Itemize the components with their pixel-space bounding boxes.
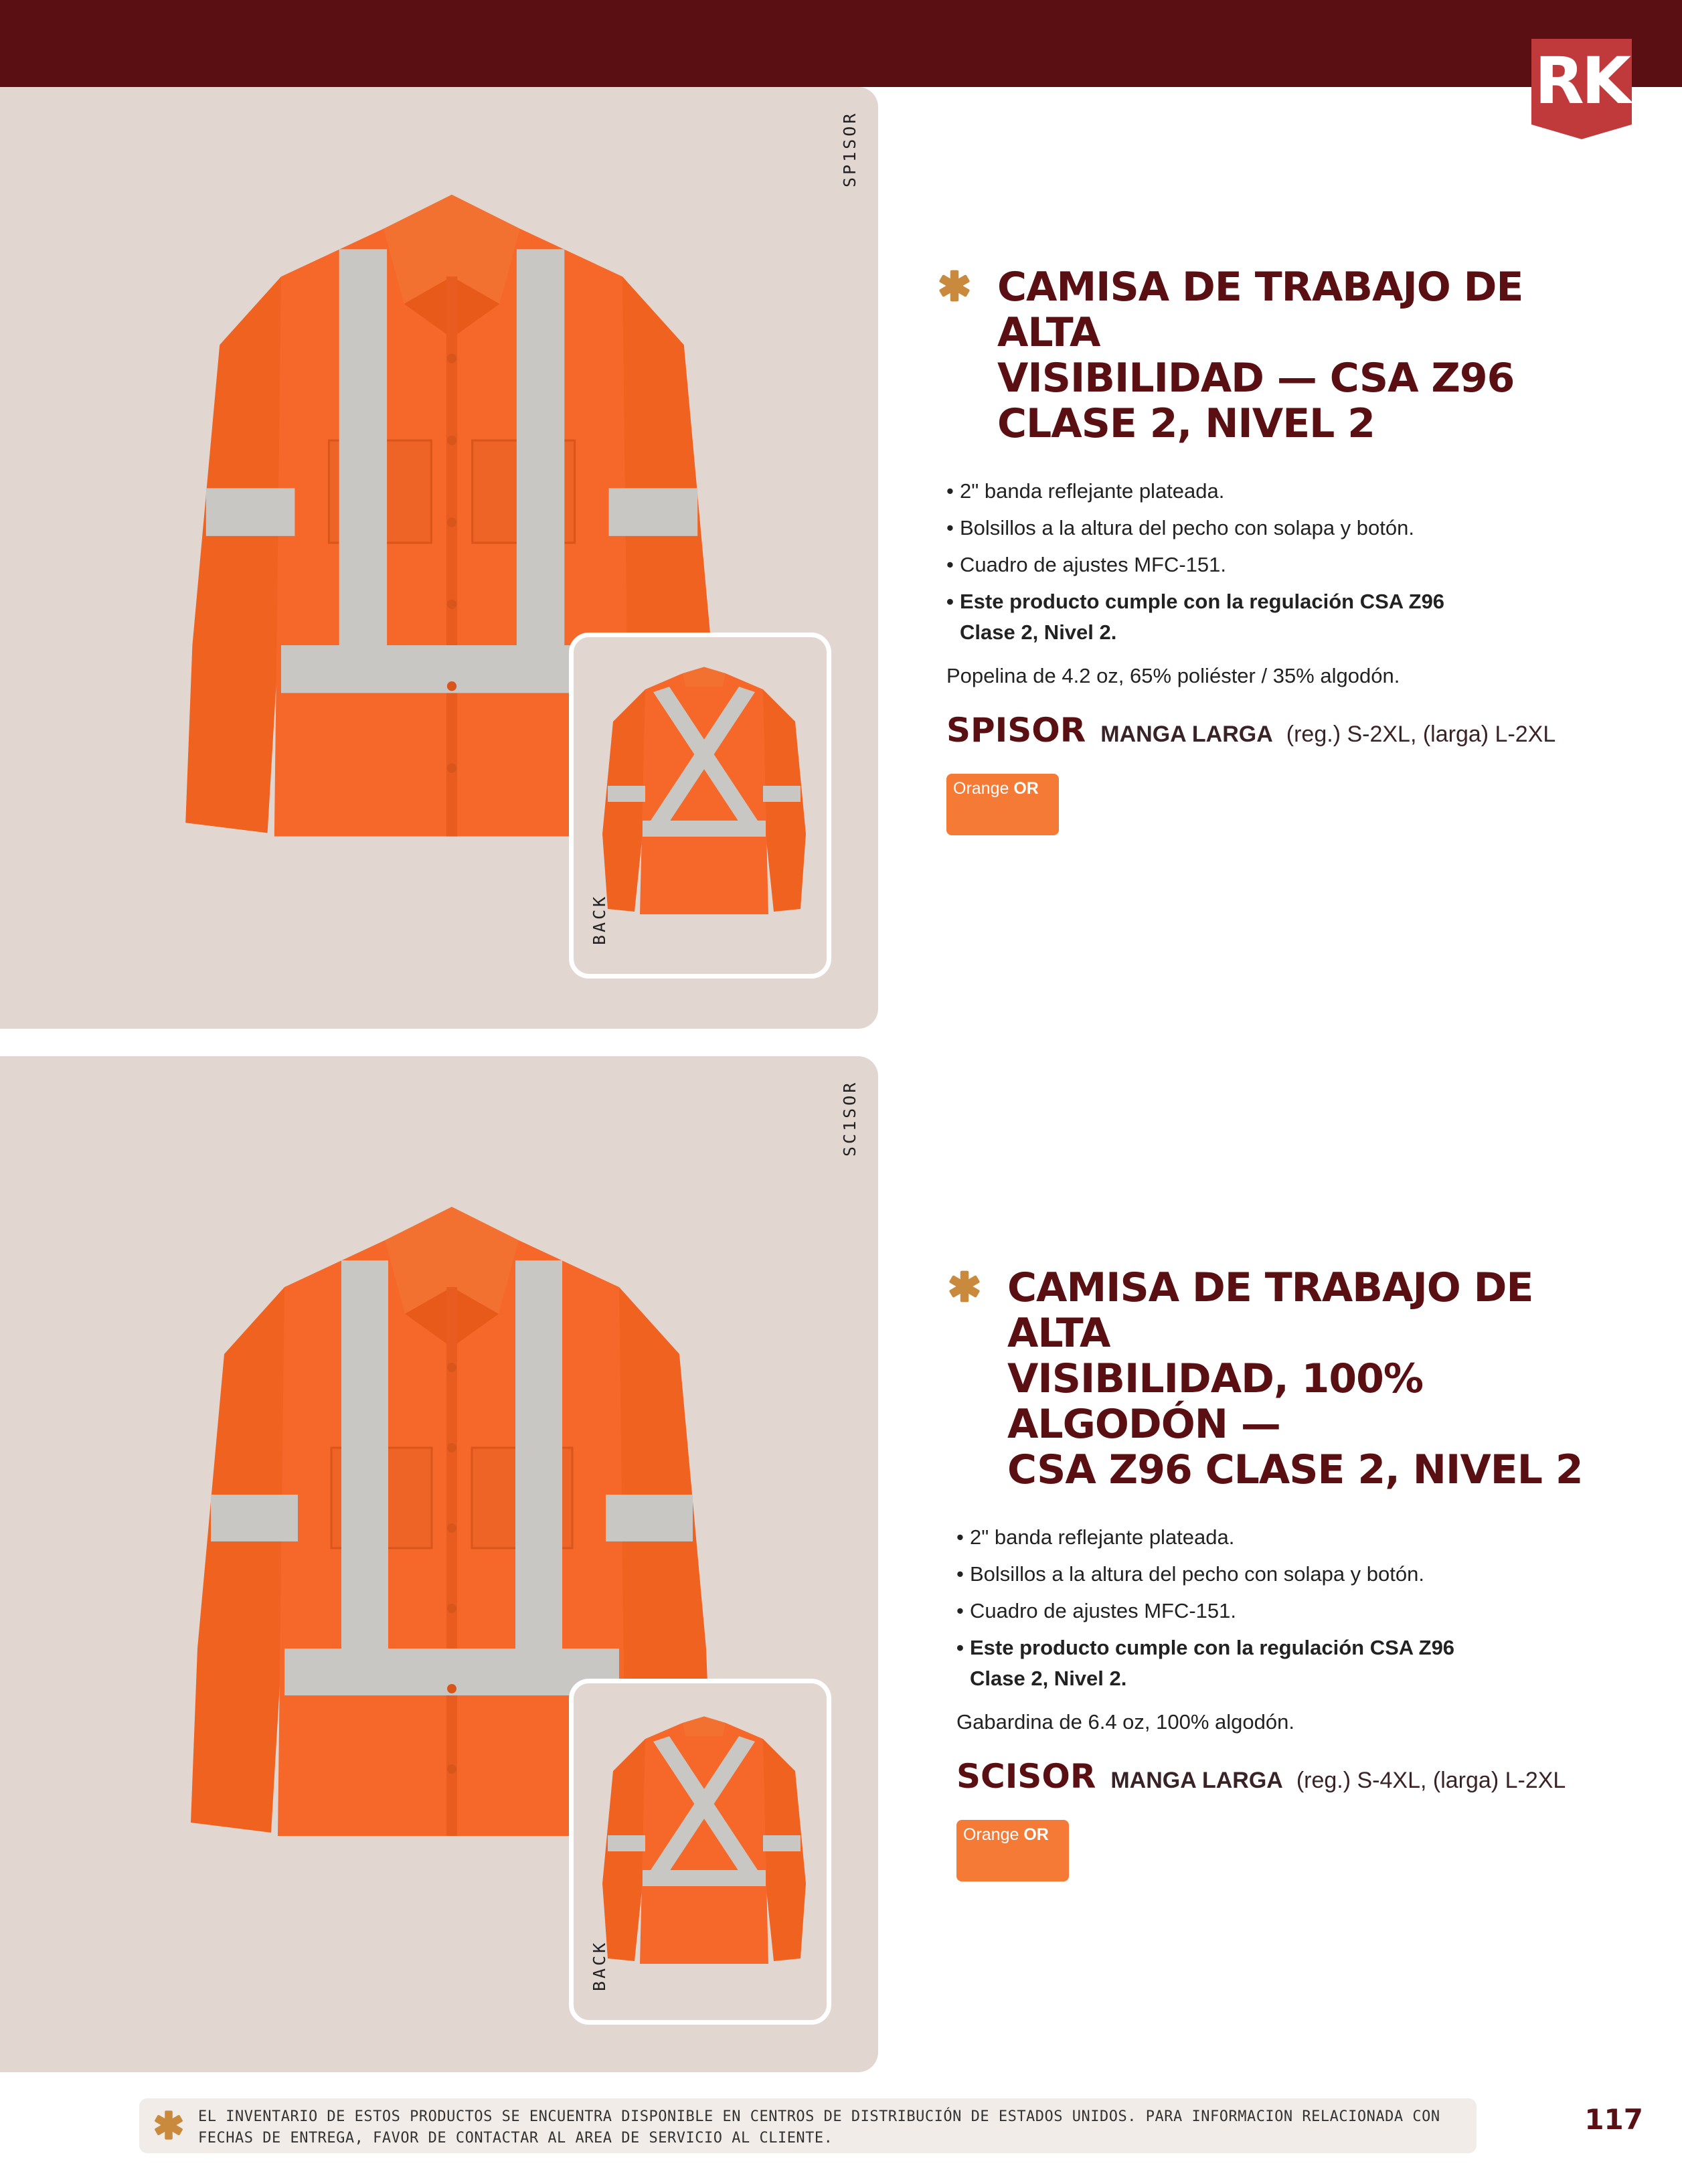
style-code: SCISOR [956, 1757, 1096, 1796]
sleeve-type: MANGA LARGA [1100, 722, 1273, 747]
product-photo-panel-1 [0, 87, 878, 1029]
title-line: VISIBILIDAD — CSA Z96 [997, 355, 1515, 402]
product-title-row [937, 264, 1633, 446]
shirt-back-inset [569, 633, 831, 979]
back-label: BACK [590, 1940, 609, 1991]
fabric-description: Gabardina de 6.4 oz, 100% algodón. [956, 1710, 1294, 1734]
style-code: SPISOR [946, 711, 1086, 750]
swatch-code: OR [1023, 1825, 1049, 1844]
product-info-1 [937, 264, 1633, 835]
size-range: (reg.) S-2XL, (larga) L-2XL [1286, 722, 1556, 747]
compliance-item [946, 586, 1633, 648]
asterisk-icon [153, 2109, 185, 2141]
product-title-row [947, 1265, 1643, 1493]
feature-item: • 2" banda reflejante plateada. [946, 476, 1633, 507]
feature-item: • Cuadro de ajustes MFC-151. [956, 1596, 1643, 1626]
size-range: (reg.) S-4XL, (larga) L-2XL [1296, 1768, 1566, 1793]
inventory-note [139, 2098, 1477, 2153]
title-line: CSA Z96 CLASE 2, NIVEL 2 [1007, 1446, 1583, 1493]
back-label: BACK [590, 894, 609, 945]
title-line: CAMISA DE TRABAJO DE ALTA [997, 264, 1523, 356]
color-swatch [946, 774, 1059, 835]
compliance-line: Clase 2, Nivel 2. [960, 620, 1117, 644]
product-title [997, 264, 1633, 446]
style-row [956, 1757, 1643, 1796]
product-title [1007, 1265, 1643, 1493]
feature-item: • Bolsillos a la altura del pecho con solapa y botón. [946, 513, 1633, 543]
note-line: EL INVENTARIO DE ESTOS PRODUCTOS SE ENCUENTRA DISPONIBLE EN CENTROS DE DISTRIBUCIÓN DE ESTADOS UNIDOS. PARA INFORMACION RELACIONADA CON [198, 2108, 1440, 2125]
shirt-back-image [597, 651, 811, 932]
fabric-description: Popelina de 4.2 oz, 65% poliéster / 35% algodón. [946, 664, 1400, 687]
rk-logo [1531, 39, 1632, 139]
product-info-2 [947, 1265, 1643, 1881]
feature-item: • Cuadro de ajustes MFC-151. [946, 550, 1633, 580]
compliance-item [956, 1632, 1643, 1694]
swatch-code: OR [1013, 779, 1039, 798]
asterisk-icon [947, 1269, 982, 1304]
compliance-line: Este producto cumple con la regulación CSA Z96 [970, 1636, 1455, 1659]
inventory-note-text [198, 2106, 1456, 2149]
compliance-line: Clase 2, Nivel 2. [970, 1667, 1127, 1690]
feature-list [947, 1522, 1643, 1694]
swatch-name: Orange [953, 779, 1009, 798]
asterisk-icon [937, 268, 972, 303]
photo-code-label: SC1SOR [840, 1080, 859, 1157]
title-line: CAMISA DE TRABAJO DE ALTA [1007, 1264, 1533, 1357]
style-row [946, 711, 1633, 750]
shirt-back-image [597, 1697, 811, 1985]
title-line: CLASE 2, NIVEL 2 [997, 400, 1375, 447]
photo-code-label: SP1SOR [840, 110, 859, 187]
sleeve-type: MANGA LARGA [1110, 1768, 1283, 1793]
title-line: VISIBILIDAD, 100% ALGODÓN — [1007, 1355, 1423, 1448]
feature-list [937, 476, 1633, 648]
logo-text: RK [1534, 44, 1629, 118]
feature-item: • Bolsillos a la altura del pecho con solapa y botón. [956, 1559, 1643, 1590]
page-number: 117 [1584, 2103, 1643, 2136]
shirt-back-inset [569, 1679, 831, 2025]
note-line: FECHAS DE ENTREGA, FAVOR DE CONTACTAR AL AREA DE SERVICIO AL CLIENTE. [198, 2130, 833, 2147]
swatch-name: Orange [963, 1825, 1019, 1844]
feature-item: • 2" banda reflejante plateada. [956, 1522, 1643, 1553]
product-photo-panel-2 [0, 1056, 878, 2072]
header-bar [0, 0, 1682, 87]
color-swatch [956, 1820, 1069, 1881]
compliance-line: Este producto cumple con la regulación CSA Z96 [960, 590, 1445, 613]
